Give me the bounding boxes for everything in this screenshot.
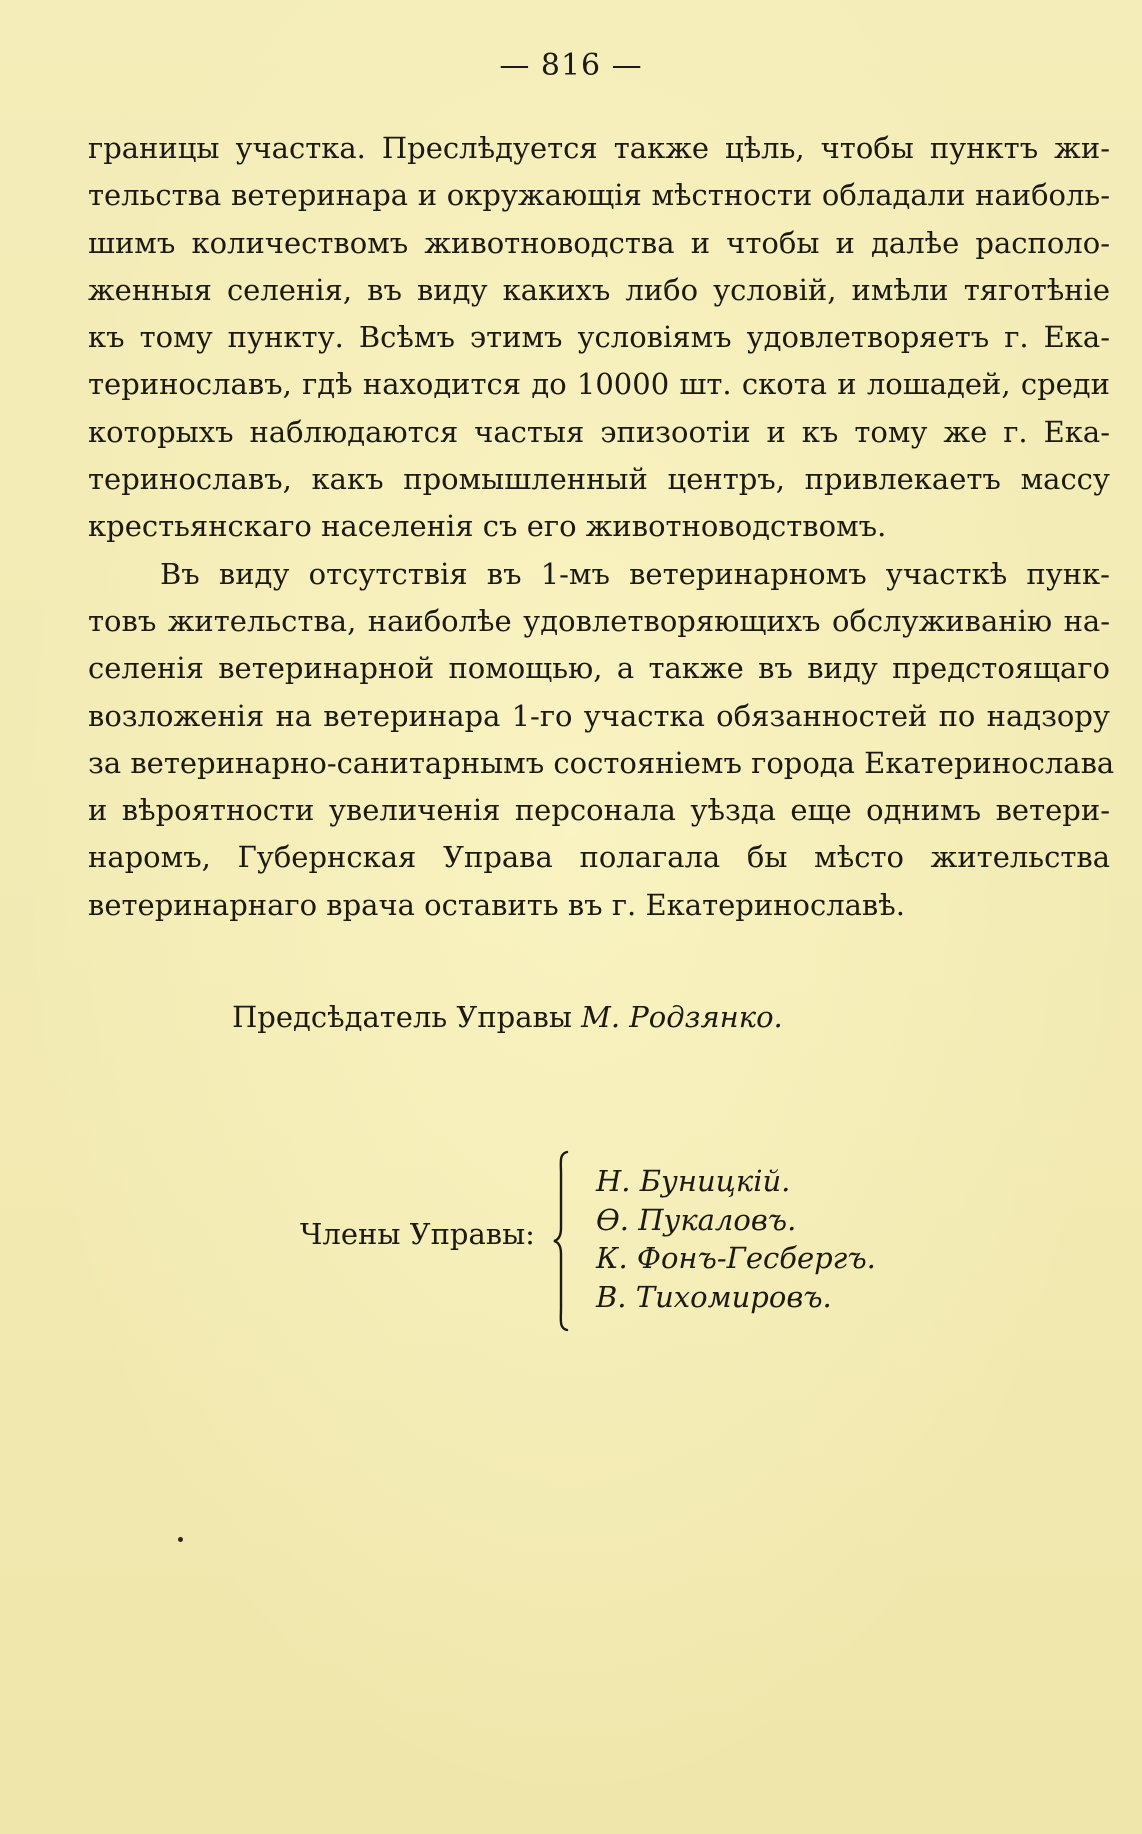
text-line: селенія ветеринарной помощью, а также въ виду предстоящаго [88, 651, 1110, 686]
text-line: наромъ, Губернская Управа полагала бы мѣсто жительства [88, 840, 1110, 875]
text-line: тельства ветеринара и окружающія мѣстности обладали наиболь- [88, 178, 1110, 213]
paragraph-2 [88, 551, 1115, 929]
text-line: за ветеринарно-санитарнымъ состояніемъ города Екатеринослава [88, 745, 1115, 780]
text-line: ветеринарнаго врача оставить въ г. Екатеринославѣ. [88, 887, 905, 922]
curly-brace-icon [553, 1150, 577, 1332]
text-line: границы участка. Преслѣдуется также цѣль, чтобы пунктъ жи- [88, 131, 1110, 165]
text-line: шимъ количествомъ животноводства и чтобы и далѣе располо- [88, 225, 1110, 260]
ink-dot [178, 1537, 183, 1542]
text-line: теринославъ, гдѣ находится до 10000 шт. скота и лошадей, среди [88, 367, 1110, 402]
text-line: крестьянскаго населенія съ его животноводствомъ. [88, 509, 887, 544]
text-line: къ тому пункту. Всѣмъ этимъ условіямъ удовлетворяетъ г. Ека- [88, 320, 1110, 355]
text-line: теринославъ, какъ промышленный центръ, привлекаетъ массу [88, 462, 1110, 497]
text-line: Въ виду отсутствія въ 1-мъ ветеринарномъ участкѣ пунк- [160, 556, 1110, 591]
page-number: — 816 — [499, 48, 643, 83]
body-text [88, 125, 1115, 929]
text-line: женныя селенія, въ виду какихъ либо условій, имѣли тяготѣніе [88, 272, 1110, 307]
chairman-title: Предсѣдатель Управы [232, 1000, 572, 1034]
text-line: товъ жительства, наиболѣе удовлетворяющихъ обслуживанію на- [88, 603, 1110, 638]
text-line: которыхъ наблюдаются частыя эпизоотіи и къ тому же г. Ека- [88, 414, 1110, 449]
member-name: Ѳ. Пукаловъ. [596, 1202, 797, 1237]
chairman-name: М. Родзянко. [581, 1000, 783, 1034]
member-name: Н. Буницкій. [596, 1164, 791, 1198]
board-members [300, 1150, 950, 1330]
member-list [596, 1162, 876, 1316]
members-label: Члены Управы: [300, 1217, 535, 1251]
paragraph-1 [88, 125, 1110, 551]
text-line: и вѣроятности увеличенія персонала уѣзда еще однимъ ветери- [88, 793, 1110, 828]
chairman-signature [232, 1000, 783, 1034]
member-name: В. Тихомировъ. [596, 1279, 832, 1314]
member-name: К. Фонъ-Гесбергъ. [596, 1241, 876, 1275]
text-line: возложенія на ветеринара 1-го участка обязанностей по надзору [88, 698, 1110, 733]
